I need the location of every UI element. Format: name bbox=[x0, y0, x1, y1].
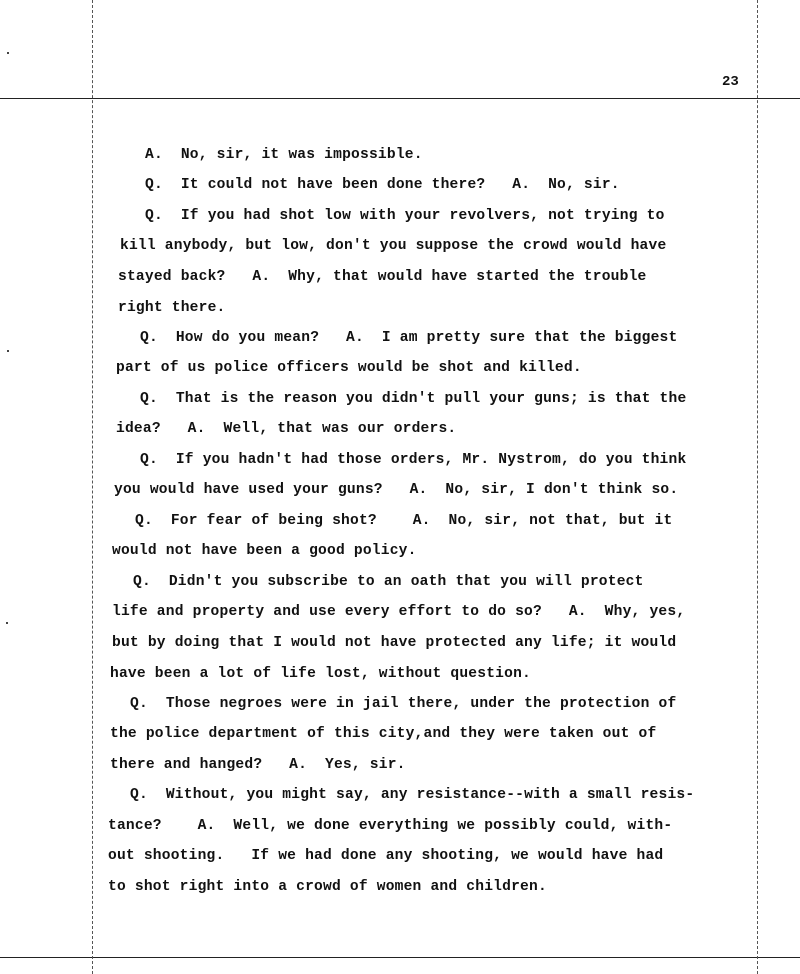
transcript-line: the police department of this city,and they were taken out of bbox=[110, 726, 657, 742]
scan-speck bbox=[6, 622, 8, 624]
transcript-line: Q. For fear of being shot? A. No, sir, not that, but it bbox=[135, 513, 673, 529]
transcript-line: Q. That is the reason you didn't pull your guns; is that the bbox=[140, 391, 687, 407]
right-margin-rule bbox=[757, 0, 758, 974]
page-number: 23 bbox=[722, 74, 739, 90]
transcript-line: right there. bbox=[118, 300, 226, 316]
transcript-line: life and property and use every effort to do so? A. Why, yes, bbox=[112, 604, 686, 620]
transcript-line: have been a lot of life lost, without question. bbox=[110, 666, 532, 682]
transcript-line: part of us police officers would be shot and killed. bbox=[116, 360, 582, 376]
top-margin-rule bbox=[0, 98, 800, 99]
transcript-line: kill anybody, but low, don't you suppose the crowd would have bbox=[120, 238, 667, 254]
transcript-line: Q. Didn't you subscribe to an oath that you will protect bbox=[133, 574, 644, 590]
transcript-line: there and hanged? A. Yes, sir. bbox=[110, 757, 406, 773]
scan-speck bbox=[7, 52, 9, 54]
transcript-line: would not have been a good policy. bbox=[112, 543, 417, 559]
transcript-line: you would have used your guns? A. No, sir, I don't think so. bbox=[114, 482, 679, 498]
transcript-line: Q. If you had shot low with your revolvers, not trying to bbox=[145, 208, 665, 224]
transcript-line: to shot right into a crowd of women and children. bbox=[108, 879, 547, 895]
scan-speck bbox=[7, 350, 9, 352]
bottom-margin-rule bbox=[0, 957, 800, 958]
transcript-line: stayed back? A. Why, that would have started the trouble bbox=[118, 269, 647, 285]
transcript-line: but by doing that I would not have protected any life; it would bbox=[112, 635, 677, 651]
transcript-line: Q. It could not have been done there? A. No, sir. bbox=[145, 177, 620, 193]
transcript-line: A. No, sir, it was impossible. bbox=[145, 147, 423, 163]
transcript-line: idea? A. Well, that was our orders. bbox=[116, 421, 457, 437]
transcript-line: tance? A. Well, we done everything we possibly could, with- bbox=[108, 818, 673, 834]
transcript-line: Q. If you hadn't had those orders, Mr. Nystrom, do you think bbox=[140, 452, 687, 468]
transcript-line: Q. Without, you might say, any resistance--with a small resis- bbox=[130, 787, 695, 803]
transcript-line: Q. How do you mean? A. I am pretty sure that the biggest bbox=[140, 330, 678, 346]
transcript-line: out shooting. If we had done any shooting, we would have had bbox=[108, 848, 664, 864]
left-margin-rule bbox=[92, 0, 93, 974]
transcript-line: Q. Those negroes were in jail there, under the protection of bbox=[130, 696, 677, 712]
